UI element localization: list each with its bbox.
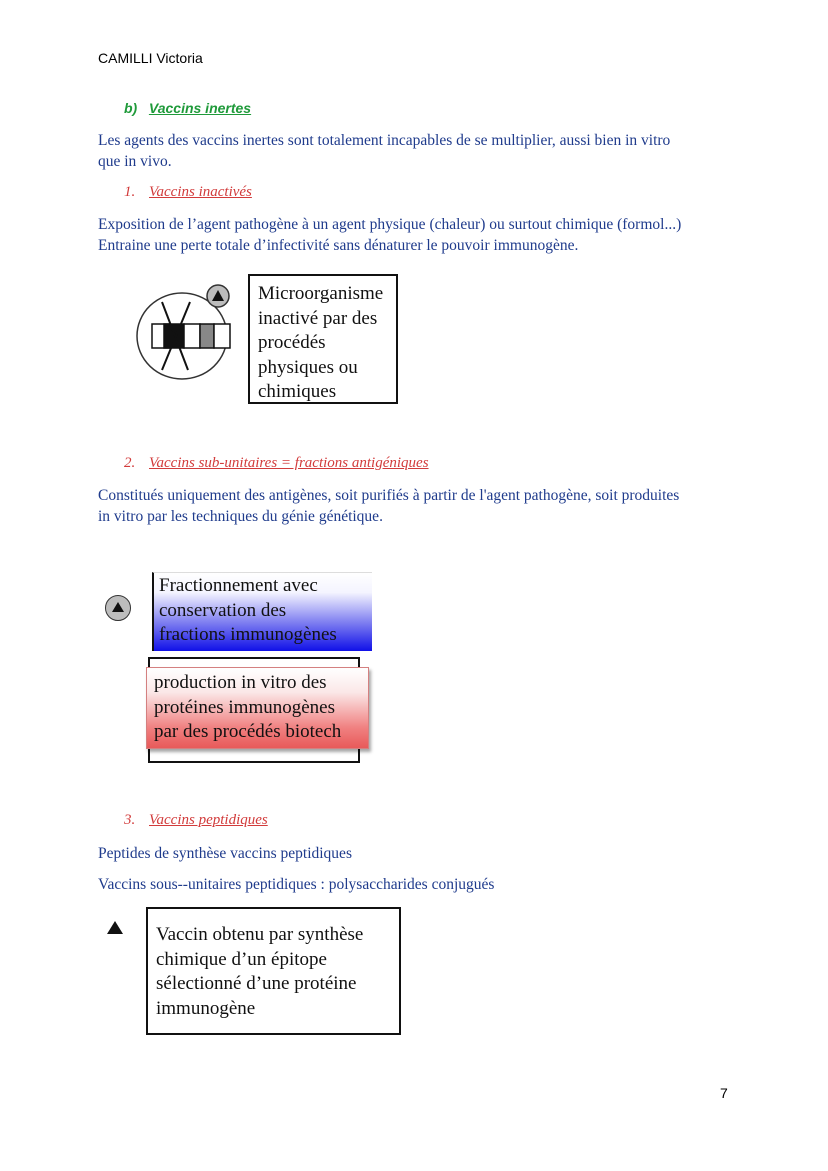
box1-line: inactivé par des xyxy=(258,307,378,329)
box1-line: physiques ou xyxy=(258,356,358,378)
section-b-heading xyxy=(124,100,251,116)
section-b-title: Vaccins inertes xyxy=(148,100,252,116)
page-number: 7 xyxy=(720,1085,728,1101)
box3-line: Vaccin obtenu par synthèse xyxy=(156,924,364,945)
subsection-2-heading xyxy=(124,455,429,472)
box3-line: immunogène xyxy=(156,997,256,1019)
subsection-3-title: Vaccins peptidiques xyxy=(149,812,268,828)
section-b-label: b) xyxy=(124,100,138,116)
subsection-1-number: 1. xyxy=(124,184,136,200)
antigen-triangle-circle-icon xyxy=(105,595,131,621)
sub2-line-2: in vitro par les techniques du génie génétique. xyxy=(98,508,383,525)
subsection-3-number: 3. xyxy=(124,812,136,828)
sub2-line-1: Constitués uniquement des antigènes, soit purifiés à partir de l'agent pathogène, soit produites xyxy=(98,487,680,504)
biotech-line: par des procédés biotech xyxy=(154,721,342,742)
subsection-1-paragraph xyxy=(98,214,748,256)
intro-paragraph xyxy=(98,130,748,172)
sub1-line-1: Exposition de l’agent pathogène à un agent physique (chaleur) ou surtout chimique (formol...) xyxy=(98,216,682,233)
subsection-2-number: 2. xyxy=(124,455,136,471)
subsection-3-heading xyxy=(124,812,268,829)
inactivated-microorganism-icon xyxy=(132,282,244,386)
fractionation-box xyxy=(159,574,337,648)
box1-line: procédés xyxy=(258,332,326,353)
box3-line: sélectionné d’une protéine xyxy=(156,973,357,994)
box1-line: chimiques xyxy=(258,381,337,402)
subsection-1-title: Vaccins inactivés xyxy=(149,184,252,200)
intro-line-1: Les agents des vaccins inertes sont totalement incapables de se multiplier, aussi bien in vitro xyxy=(98,132,671,149)
biotech-production-box xyxy=(154,671,341,745)
sub3-line-1: Peptides de synthèse vaccins peptidiques xyxy=(98,845,352,862)
biotech-line: production in vitro des xyxy=(154,672,327,693)
sub3-line-2: Vaccins sous--unitaires peptidiques : polysaccharides conjugués xyxy=(98,876,495,893)
subsection-2-paragraph xyxy=(98,485,748,527)
author-header: CAMILLI Victoria xyxy=(98,50,203,66)
fractionation-line: conservation des xyxy=(159,599,287,621)
subsection-1-heading xyxy=(124,184,252,201)
inactivated-description-box xyxy=(248,274,398,404)
box3-line: chimique d’un épitope xyxy=(156,948,327,970)
peptide-description-box xyxy=(146,907,401,1035)
biotech-line: protéines immunogènes xyxy=(154,696,335,718)
sub1-line-2: Entraine une perte totale d’infectivité sans dénaturer le pouvoir immunogène. xyxy=(98,237,579,254)
subsection-2-title: Vaccins sub-unitaires = fractions antigéniques xyxy=(149,455,429,471)
fractionation-line: Fractionnement avec xyxy=(159,575,318,596)
fractionation-line: fractions immunogènes xyxy=(159,624,337,645)
peptide-triangle-icon xyxy=(107,921,123,934)
box1-line: Microorganisme xyxy=(258,283,384,304)
intro-line-2: que in vivo. xyxy=(98,153,172,170)
